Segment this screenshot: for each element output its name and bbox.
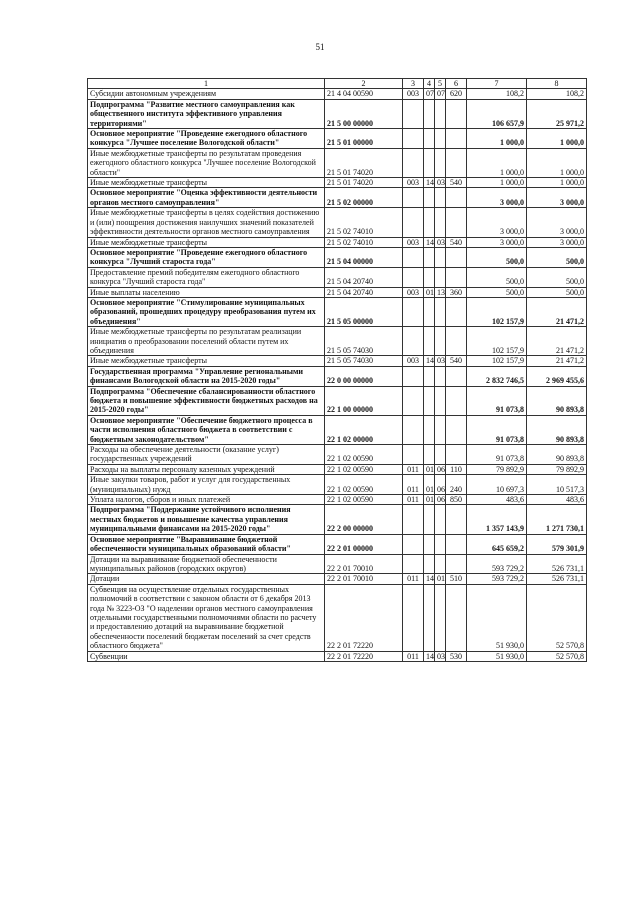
target-article-cell: 21 5 02 74010: [325, 237, 403, 247]
row-name-cell: Основное мероприятие "Оценка эффективности деятельности органов местного самоуправления": [88, 188, 325, 208]
expense-type-cell: [446, 148, 467, 177]
ministry-code-cell: [403, 247, 424, 267]
ministry-code-cell: [403, 505, 424, 534]
target-article-cell: 22 0 00 00000: [325, 366, 403, 386]
ministry-code-cell: 003: [403, 237, 424, 247]
row-name-cell: Основное мероприятие "Проведение ежегодного областного конкурса "Лучшее поселение Вологодской области": [88, 129, 325, 149]
row-name-cell: Субвенция на осуществление отдельных государственных полномочий в соответствии с законом области от 6 декабря 2013 года № 3223-ОЗ "О наделении органов местного самоуправления отдельными государственными полномочиями области по расчету и предоставлению дотаций на выравнивание бюджетной обеспеченности поселений бюджетам поселений за счет средств областного бюджета": [88, 584, 325, 651]
subsection-code-cell: 06: [435, 464, 446, 474]
section-code-cell: 14: [424, 178, 435, 188]
expense-type-cell: 530: [446, 651, 467, 661]
subsection-code-cell: [435, 148, 446, 177]
ministry-code-cell: [403, 445, 424, 465]
target-article-cell: 22 2 01 70010: [325, 554, 403, 574]
table-row: [88, 495, 587, 505]
table-row: [88, 247, 587, 267]
table-row: [88, 208, 587, 237]
table-row: [88, 327, 587, 356]
subsection-code-cell: 06: [435, 475, 446, 495]
row-name-cell: Подпрограмма "Развитие местного самоуправления как общественного института эффективного управления территориями": [88, 99, 325, 128]
section-code-cell: [424, 534, 435, 554]
amount-2020-cell: 526 731,1: [527, 554, 587, 574]
subsection-code-cell: 01: [435, 574, 446, 584]
amount-2020-cell: 10 517,3: [527, 475, 587, 495]
row-name-cell: Иные межбюджетные трансферты: [88, 356, 325, 366]
ministry-code-cell: [403, 534, 424, 554]
expense-type-cell: [446, 584, 467, 651]
subsection-code-cell: 06: [435, 495, 446, 505]
expense-type-cell: 540: [446, 356, 467, 366]
section-code-cell: 01: [424, 287, 435, 297]
amount-2020-cell: 483,6: [527, 495, 587, 505]
section-code-cell: 14: [424, 651, 435, 661]
ministry-code-cell: 011: [403, 475, 424, 495]
ministry-code-cell: 003: [403, 89, 424, 99]
amount-2019-cell: 91 073,8: [467, 386, 527, 415]
expense-type-cell: [446, 247, 467, 267]
ministry-code-cell: 003: [403, 356, 424, 366]
amount-2019-cell: 3 000,0: [467, 188, 527, 208]
expense-type-cell: [446, 267, 467, 287]
expense-type-cell: [446, 327, 467, 356]
row-name-cell: Предоставление премий победителям ежегодного областного конкурса "Лучший староста года": [88, 267, 325, 287]
table-row: [88, 148, 587, 177]
header-cell: 4: [424, 79, 435, 89]
amount-2019-cell: 108,2: [467, 89, 527, 99]
ministry-code-cell: 011: [403, 651, 424, 661]
table-row: [88, 415, 587, 444]
amount-2019-cell: 1 357 143,9: [467, 505, 527, 534]
table-row: [88, 178, 587, 188]
table-row: [88, 475, 587, 495]
expense-type-cell: [446, 208, 467, 237]
row-name-cell: Субсидии автономным учреждениям: [88, 89, 325, 99]
section-code-cell: 14: [424, 237, 435, 247]
amount-2019-cell: 645 659,2: [467, 534, 527, 554]
section-code-cell: 14: [424, 574, 435, 584]
header-cell: 2: [325, 79, 403, 89]
ministry-code-cell: [403, 327, 424, 356]
header-cell: 1: [88, 79, 325, 89]
table-row: [88, 505, 587, 534]
amount-2020-cell: 90 893,8: [527, 415, 587, 444]
section-code-cell: 01: [424, 475, 435, 495]
header-cell: 6: [446, 79, 467, 89]
amount-2019-cell: 102 157,9: [467, 297, 527, 326]
table-row: [88, 651, 587, 661]
subsection-code-cell: [435, 534, 446, 554]
target-article-cell: 21 5 01 74020: [325, 148, 403, 177]
subsection-code-cell: [435, 297, 446, 326]
table-row: [88, 267, 587, 287]
ministry-code-cell: [403, 129, 424, 149]
subsection-code-cell: [435, 554, 446, 574]
subsection-code-cell: [435, 386, 446, 415]
table-row: [88, 584, 587, 651]
table-row: [88, 99, 587, 128]
target-article-cell: 21 5 05 74030: [325, 327, 403, 356]
subsection-code-cell: 03: [435, 237, 446, 247]
amount-2020-cell: 79 892,9: [527, 464, 587, 474]
section-code-cell: [424, 99, 435, 128]
row-name-cell: Дотации: [88, 574, 325, 584]
row-name-cell: Основное мероприятие "Проведение ежегодного областного конкурса "Лучший староста года": [88, 247, 325, 267]
subsection-code-cell: 03: [435, 651, 446, 661]
amount-2020-cell: 1 000,0: [527, 148, 587, 177]
amount-2019-cell: 2 832 746,5: [467, 366, 527, 386]
ministry-code-cell: [403, 584, 424, 651]
subsection-code-cell: [435, 267, 446, 287]
table-row: [88, 89, 587, 99]
amount-2019-cell: 102 157,9: [467, 356, 527, 366]
row-name-cell: Уплата налогов, сборов и иных платежей: [88, 495, 325, 505]
amount-2019-cell: 500,0: [467, 287, 527, 297]
expense-type-cell: [446, 415, 467, 444]
subsection-code-cell: [435, 327, 446, 356]
amount-2020-cell: 500,0: [527, 287, 587, 297]
amount-2019-cell: 79 892,9: [467, 464, 527, 474]
row-name-cell: Иные межбюджетные трансферты по результатам проведения ежегодного областного конкурса "Лучшее поселение Вологодской области": [88, 148, 325, 177]
row-name-cell: Расходы на обеспечение деятельности (оказание услуг) государственных учреждений: [88, 445, 325, 465]
subsection-code-cell: 13: [435, 287, 446, 297]
amount-2020-cell: 1 000,0: [527, 178, 587, 188]
row-name-cell: Основное мероприятие "Обеспечение бюджетного процесса в части исполнения областного бюджета в соответствии с бюджетным законодательством": [88, 415, 325, 444]
ministry-code-cell: [403, 297, 424, 326]
amount-2020-cell: 500,0: [527, 267, 587, 287]
ministry-code-cell: [403, 188, 424, 208]
target-article-cell: 21 5 05 74030: [325, 356, 403, 366]
ministry-code-cell: 011: [403, 464, 424, 474]
ministry-code-cell: [403, 148, 424, 177]
table-row: [88, 287, 587, 297]
target-article-cell: 21 5 00 00000: [325, 99, 403, 128]
expense-type-cell: [446, 99, 467, 128]
amount-2019-cell: 1 000,0: [467, 148, 527, 177]
section-code-cell: [424, 584, 435, 651]
table-row: [88, 445, 587, 465]
amount-2020-cell: 579 301,9: [527, 534, 587, 554]
expense-type-cell: 110: [446, 464, 467, 474]
ministry-code-cell: 011: [403, 574, 424, 584]
amount-2020-cell: 3 000,0: [527, 237, 587, 247]
target-article-cell: 22 2 01 00000: [325, 534, 403, 554]
section-code-cell: [424, 267, 435, 287]
expense-type-cell: 620: [446, 89, 467, 99]
amount-2020-cell: 108,2: [527, 89, 587, 99]
section-code-cell: 01: [424, 464, 435, 474]
expense-type-cell: [446, 188, 467, 208]
amount-2020-cell: 500,0: [527, 247, 587, 267]
ministry-code-cell: 003: [403, 178, 424, 188]
amount-2019-cell: 51 930,0: [467, 651, 527, 661]
section-code-cell: 07: [424, 89, 435, 99]
ministry-code-cell: 011: [403, 495, 424, 505]
section-code-cell: [424, 188, 435, 208]
target-article-cell: 21 5 04 20740: [325, 267, 403, 287]
section-code-cell: [424, 554, 435, 574]
table-row: [88, 366, 587, 386]
amount-2020-cell: 3 000,0: [527, 208, 587, 237]
target-article-cell: 21 5 01 00000: [325, 129, 403, 149]
expense-type-cell: [446, 366, 467, 386]
table-header-row: [88, 79, 587, 89]
target-article-cell: 21 4 04 00590: [325, 89, 403, 99]
table-row: [88, 129, 587, 149]
amount-2020-cell: 3 000,0: [527, 188, 587, 208]
table-row: [88, 188, 587, 208]
target-article-cell: 22 1 00 00000: [325, 386, 403, 415]
section-code-cell: [424, 366, 435, 386]
subsection-code-cell: [435, 415, 446, 444]
target-article-cell: 21 5 01 74020: [325, 178, 403, 188]
table-row: [88, 237, 587, 247]
section-code-cell: [424, 208, 435, 237]
amount-2019-cell: 593 729,2: [467, 574, 527, 584]
budget-table: [87, 78, 587, 662]
ministry-code-cell: 003: [403, 287, 424, 297]
ministry-code-cell: [403, 99, 424, 128]
subsection-code-cell: 03: [435, 356, 446, 366]
amount-2019-cell: 500,0: [467, 247, 527, 267]
target-article-cell: 22 1 02 00590: [325, 464, 403, 474]
amount-2019-cell: 3 000,0: [467, 237, 527, 247]
section-code-cell: [424, 445, 435, 465]
amount-2020-cell: 90 893,8: [527, 445, 587, 465]
target-article-cell: 21 5 04 20740: [325, 287, 403, 297]
table-row: [88, 464, 587, 474]
row-name-cell: Субвенции: [88, 651, 325, 661]
expense-type-cell: [446, 534, 467, 554]
amount-2019-cell: 593 729,2: [467, 554, 527, 574]
subsection-code-cell: [435, 129, 446, 149]
subsection-code-cell: [435, 366, 446, 386]
subsection-code-cell: [435, 188, 446, 208]
target-article-cell: 22 1 02 00590: [325, 445, 403, 465]
target-article-cell: 22 2 01 72220: [325, 584, 403, 651]
row-name-cell: Иные межбюджетные трансферты: [88, 178, 325, 188]
target-article-cell: 22 2 01 70010: [325, 574, 403, 584]
expense-type-cell: [446, 129, 467, 149]
target-article-cell: 22 1 02 00000: [325, 415, 403, 444]
row-name-cell: Подпрограмма "Поддержание устойчивого исполнения местных бюджетов и повышение качества управления муниципальными финансами на 2015-2020 годы": [88, 505, 325, 534]
table-row: [88, 534, 587, 554]
row-name-cell: Иные межбюджетные трансферты в целях содействия достижению и (или) поощрения достижения наилучших значений показателей эффективности деятельности органов местного самоуправления: [88, 208, 325, 237]
expense-type-cell: [446, 386, 467, 415]
amount-2020-cell: 2 969 455,6: [527, 366, 587, 386]
header-cell: 3: [403, 79, 424, 89]
amount-2019-cell: 91 073,8: [467, 415, 527, 444]
row-name-cell: Дотации на выравнивание бюджетной обеспеченности муниципальных районов (городских округов): [88, 554, 325, 574]
section-code-cell: 14: [424, 356, 435, 366]
amount-2020-cell: 52 570,8: [527, 584, 587, 651]
header-cell: 8: [527, 79, 587, 89]
expense-type-cell: [446, 297, 467, 326]
subsection-code-cell: 03: [435, 178, 446, 188]
table-row: [88, 356, 587, 366]
amount-2020-cell: 52 570,8: [527, 651, 587, 661]
amount-2020-cell: 21 471,2: [527, 297, 587, 326]
row-name-cell: Расходы на выплаты персоналу казенных учреждений: [88, 464, 325, 474]
target-article-cell: 21 5 02 00000: [325, 188, 403, 208]
expense-type-cell: 540: [446, 237, 467, 247]
row-name-cell: Подпрограмма "Обеспечение сбалансированности областного бюджета и повышение эффективности бюджетных расходов на 2015-2020 годы": [88, 386, 325, 415]
subsection-code-cell: [435, 584, 446, 651]
ministry-code-cell: [403, 208, 424, 237]
page-number: 51: [315, 42, 325, 52]
section-code-cell: [424, 297, 435, 326]
subsection-code-cell: [435, 208, 446, 237]
row-name-cell: Государственная программа "Управление региональными финансами Вологодской области на 2015-2020 годы": [88, 366, 325, 386]
subsection-code-cell: [435, 99, 446, 128]
expense-type-cell: [446, 505, 467, 534]
header-cell: 7: [467, 79, 527, 89]
target-article-cell: 22 1 02 00590: [325, 495, 403, 505]
amount-2019-cell: 106 657,9: [467, 99, 527, 128]
table-row: [88, 297, 587, 326]
amount-2019-cell: 3 000,0: [467, 208, 527, 237]
ministry-code-cell: [403, 267, 424, 287]
section-code-cell: 01: [424, 495, 435, 505]
target-article-cell: 21 5 02 74010: [325, 208, 403, 237]
section-code-cell: [424, 386, 435, 415]
amount-2020-cell: 90 893,8: [527, 386, 587, 415]
amount-2020-cell: 526 731,1: [527, 574, 587, 584]
table-row: [88, 554, 587, 574]
target-article-cell: 22 1 02 00590: [325, 475, 403, 495]
expense-type-cell: 850: [446, 495, 467, 505]
expense-type-cell: 360: [446, 287, 467, 297]
subsection-code-cell: 07: [435, 89, 446, 99]
row-name-cell: Основное мероприятие "Стимулирование муниципальных образований, прошедших процедуру преобразования путем их объединения": [88, 297, 325, 326]
target-article-cell: 22 2 00 00000: [325, 505, 403, 534]
amount-2020-cell: 25 971,2: [527, 99, 587, 128]
subsection-code-cell: [435, 247, 446, 267]
amount-2019-cell: 102 157,9: [467, 327, 527, 356]
row-name-cell: Иные межбюджетные трансферты: [88, 237, 325, 247]
subsection-code-cell: [435, 445, 446, 465]
section-code-cell: [424, 505, 435, 534]
amount-2020-cell: 21 471,2: [527, 327, 587, 356]
row-name-cell: Иные закупки товаров, работ и услуг для государственных (муниципальных) нужд: [88, 475, 325, 495]
table-row: [88, 386, 587, 415]
amount-2020-cell: 1 000,0: [527, 129, 587, 149]
expense-type-cell: [446, 445, 467, 465]
target-article-cell: 21 5 05 00000: [325, 297, 403, 326]
row-name-cell: Основное мероприятие "Выравнивание бюджетной обеспеченности муниципальных образований области": [88, 534, 325, 554]
expense-type-cell: 540: [446, 178, 467, 188]
section-code-cell: [424, 415, 435, 444]
ministry-code-cell: [403, 554, 424, 574]
amount-2019-cell: 1 000,0: [467, 129, 527, 149]
expense-type-cell: 510: [446, 574, 467, 584]
row-name-cell: Иные межбюджетные трансферты по результатам реализации инициатив о преобразовании поселений области путем их объединения: [88, 327, 325, 356]
expense-type-cell: 240: [446, 475, 467, 495]
amount-2019-cell: 483,6: [467, 495, 527, 505]
ministry-code-cell: [403, 366, 424, 386]
target-article-cell: 22 2 01 72220: [325, 651, 403, 661]
amount-2020-cell: 21 471,2: [527, 356, 587, 366]
section-code-cell: [424, 129, 435, 149]
amount-2019-cell: 1 000,0: [467, 178, 527, 188]
amount-2019-cell: 51 930,0: [467, 584, 527, 651]
amount-2020-cell: 1 271 730,1: [527, 505, 587, 534]
amount-2019-cell: 500,0: [467, 267, 527, 287]
target-article-cell: 21 5 04 00000: [325, 247, 403, 267]
ministry-code-cell: [403, 415, 424, 444]
amount-2019-cell: 91 073,8: [467, 445, 527, 465]
section-code-cell: [424, 327, 435, 356]
section-code-cell: [424, 247, 435, 267]
row-name-cell: Иные выплаты населению: [88, 287, 325, 297]
amount-2019-cell: 10 697,3: [467, 475, 527, 495]
header-cell: 5: [435, 79, 446, 89]
ministry-code-cell: [403, 386, 424, 415]
section-code-cell: [424, 148, 435, 177]
table-row: [88, 574, 587, 584]
subsection-code-cell: [435, 505, 446, 534]
expense-type-cell: [446, 554, 467, 574]
